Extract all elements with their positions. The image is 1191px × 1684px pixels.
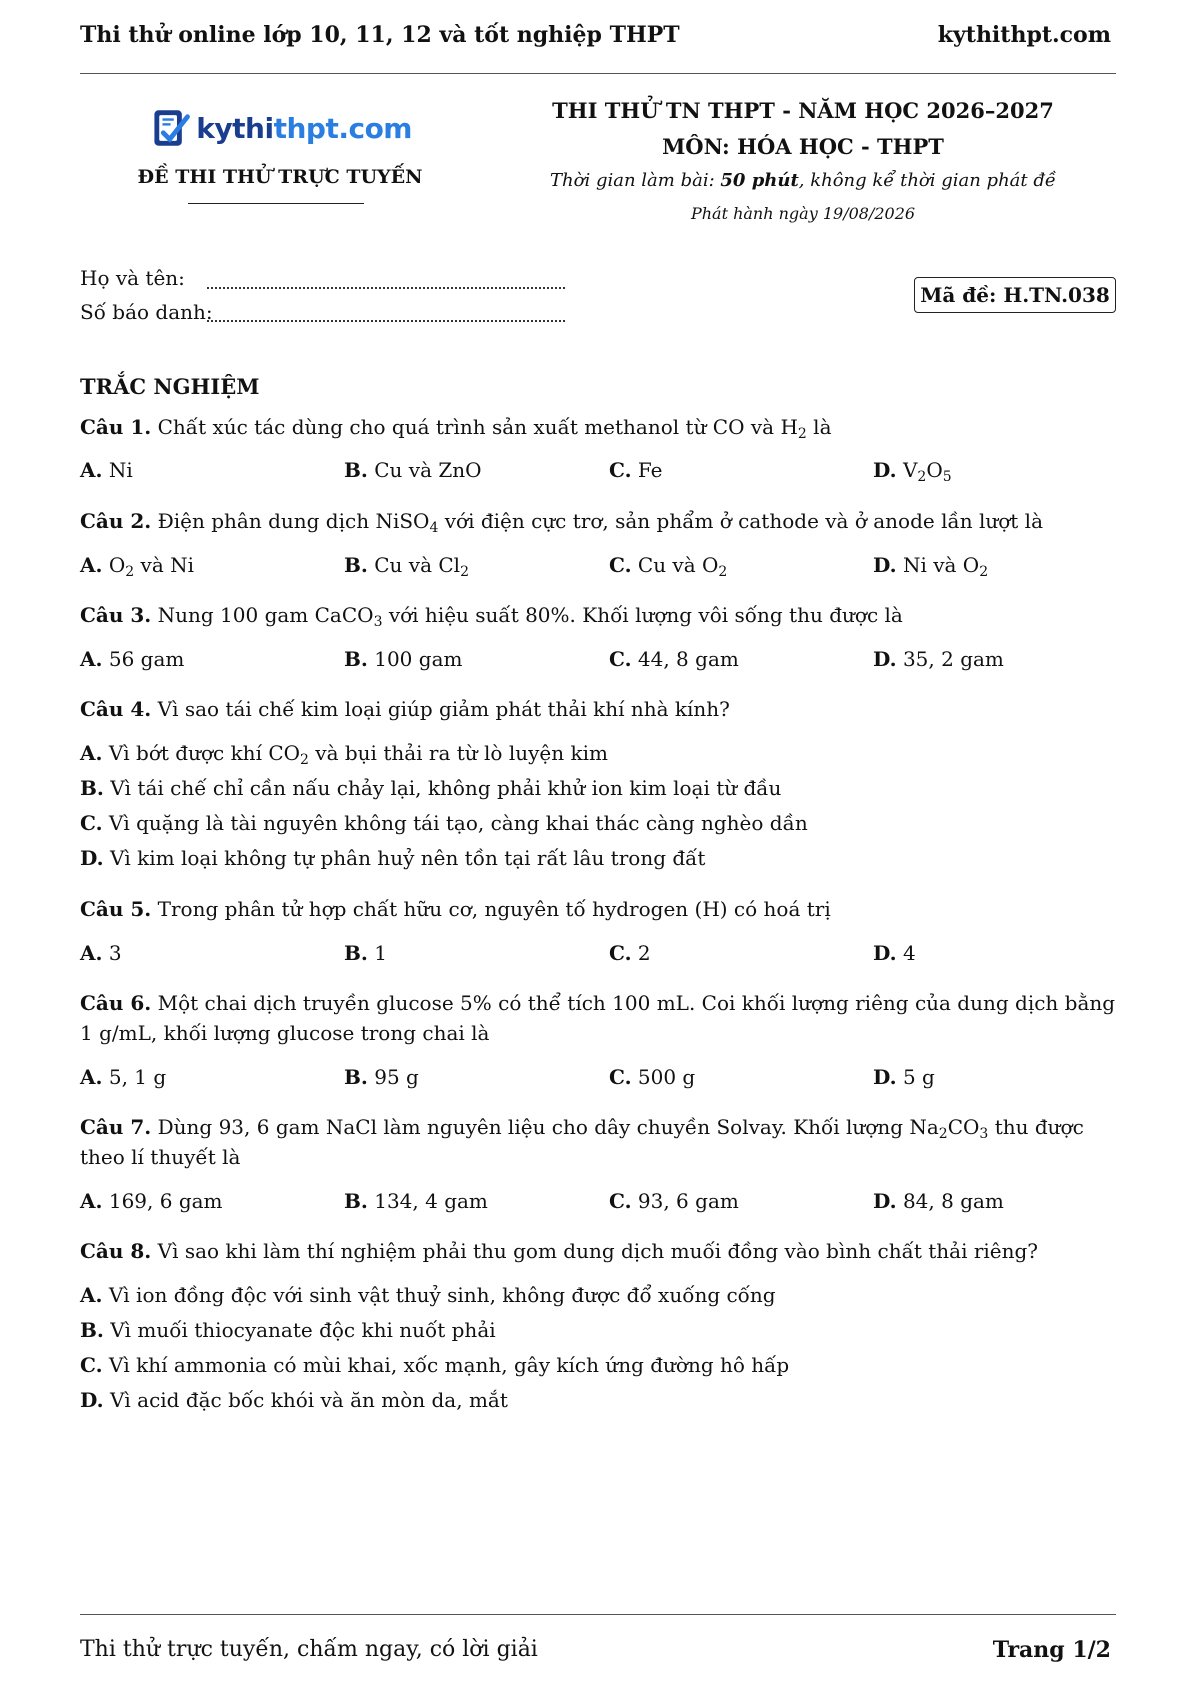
- question-4: Câu 4. Vì sao tái chế kim loại giúp giảm phát thải khí nhà kính?: [80, 697, 730, 721]
- q3-option-b[interactable]: B. 100 gam: [344, 647, 463, 671]
- header-site[interactable]: kythithpt.com: [937, 22, 1111, 48]
- q1-option-a[interactable]: A. Ni: [80, 458, 133, 482]
- q3-option-c[interactable]: C. 44, 8 gam: [609, 647, 739, 671]
- q2-option-b[interactable]: B. Cu và $Cl_2$: [344, 553, 469, 580]
- q1-option-c[interactable]: C. Fe: [609, 458, 663, 482]
- footer-tagline: Thi thử trực tuyến, chấm ngay, có lời giải: [80, 1637, 538, 1662]
- site-logo: [152, 102, 412, 154]
- q5-option-a[interactable]: A. 3: [80, 941, 122, 965]
- name-field[interactable]: [207, 287, 565, 289]
- q1-option-d[interactable]: D. $V_2O_5$: [873, 458, 952, 485]
- q4-option-a[interactable]: A. Vì bớt được khí $CO_2$ và bụi thải ra từ lò luyện kim: [80, 741, 608, 768]
- q2-option-c[interactable]: C. Cu và $O_2$: [609, 553, 728, 580]
- question-8: Câu 8. Vì sao khi làm thí nghiệm phải thu gom dung dịch muối đồng vào bình chất thải riêng?: [80, 1239, 1039, 1263]
- q1-option-b[interactable]: B. Cu và ZnO: [344, 458, 482, 482]
- q8-option-c[interactable]: C. Vì khí ammonia có mùi khai, xốc mạnh, gây kích ứng đường hô hấp: [80, 1353, 790, 1377]
- name-label: Họ và tên:: [80, 266, 185, 290]
- q2-option-a[interactable]: A. $O_2$ và Ni: [80, 553, 195, 580]
- exam-subject: MÔN: HÓA HỌC - THPT: [662, 134, 944, 159]
- logo-subtitle: ĐỀ THI THỬ TRỰC TUYẾN: [137, 166, 423, 188]
- question-1: Câu 1. Chất xúc tác dùng cho quá trình sản xuất methanol từ CO và $H_2$ là: [80, 415, 832, 442]
- question-3: Câu 3. Nung 100 gam CaCO$_3$ với hiệu suất 80%. Khối lượng vôi sống thu được là: [80, 603, 903, 630]
- page-number: Trang 1/2: [992, 1637, 1111, 1663]
- exam-title: THI THỬ TN THPT - NĂM HỌC 2026–2027: [552, 98, 1054, 123]
- q3-option-a[interactable]: A. 56 gam: [80, 647, 185, 671]
- q5-option-d[interactable]: D. 4: [873, 941, 916, 965]
- q6-option-c[interactable]: C. 500 g: [609, 1065, 696, 1089]
- logo-icon: [152, 102, 192, 154]
- q8-option-a[interactable]: A. Vì ion đồng độc với sinh vật thuỷ sinh, không được đổ xuống cống: [80, 1283, 776, 1307]
- id-field[interactable]: [207, 320, 565, 322]
- q6-option-d[interactable]: D. 5 g: [873, 1065, 935, 1089]
- subtitle-underline: [188, 203, 364, 204]
- q4-option-b[interactable]: B. Vì tái chế chỉ cần nấu chảy lại, không phải khử ion kim loại từ đầu: [80, 776, 782, 800]
- q6-option-a[interactable]: A. 5, 1 g: [80, 1065, 167, 1089]
- q8-option-b[interactable]: B. Vì muối thiocyanate độc khi nuốt phải: [80, 1318, 496, 1342]
- q7-option-a[interactable]: A. 169, 6 gam: [80, 1189, 223, 1213]
- q8-option-d[interactable]: D. Vì acid đặc bốc khói và ăn mòn da, mắt: [80, 1388, 508, 1412]
- question-7: Câu 7. Dùng 93, 6 gam NaCl làm nguyên liệu cho dây chuyền Solvay. Khối lượng $Na_2CO_3$ thu được theo lí thuyết là: [80, 1115, 1084, 1169]
- q5-option-b[interactable]: B. 1: [344, 941, 387, 965]
- section-title: TRẮC NGHIỆM: [80, 374, 260, 399]
- logo-text: kythithpt.com: [196, 111, 412, 145]
- q3-option-d[interactable]: D. 35, 2 gam: [873, 647, 1004, 671]
- q7-option-b[interactable]: B. 134, 4 gam: [344, 1189, 488, 1213]
- q4-option-d[interactable]: D. Vì kim loại không tự phân huỷ nên tồn tại rất lâu trong đất: [80, 846, 706, 870]
- q7-option-c[interactable]: C. 93, 6 gam: [609, 1189, 739, 1213]
- exam-release-date: Phát hành ngày 19/08/2026: [690, 204, 916, 223]
- exam-time: Thời gian làm bài: 50 phút, không kể thời gian phát đề: [550, 170, 1056, 191]
- question-6: Câu 6. Một chai dịch truyền glucose 5% có thể tích 100 mL. Coi khối lượng riêng của dung dịch bằng 1 g/mL, khối lượng glucose trong chai là: [80, 991, 1116, 1045]
- id-label: Số báo danh:: [80, 300, 213, 324]
- q4-option-c[interactable]: C. Vì quặng là tài nguyên không tái tạo, càng khai thác càng nghèo dần: [80, 811, 808, 835]
- q6-option-b[interactable]: B. 95 g: [344, 1065, 419, 1089]
- header-divider: [80, 73, 1116, 74]
- footer-divider: [80, 1614, 1116, 1615]
- q2-option-d[interactable]: D. Ni và $O_2$: [873, 553, 989, 580]
- exam-code-badge: Mã đề: H.TN.038: [914, 277, 1116, 313]
- q5-option-c[interactable]: C. 2: [609, 941, 651, 965]
- question-5: Câu 5. Trong phân tử hợp chất hữu cơ, nguyên tố hydrogen (H) có hoá trị: [80, 897, 831, 921]
- header-title: Thi thử online lớp 10, 11, 12 và tốt nghiệp THPT: [80, 22, 680, 48]
- question-2: Câu 2. Điện phân dung dịch NiSO$_4$ với điện cực trơ, sản phẩm ở cathode và ở anode lần lượt là: [80, 509, 1044, 536]
- q7-option-d[interactable]: D. 84, 8 gam: [873, 1189, 1004, 1213]
